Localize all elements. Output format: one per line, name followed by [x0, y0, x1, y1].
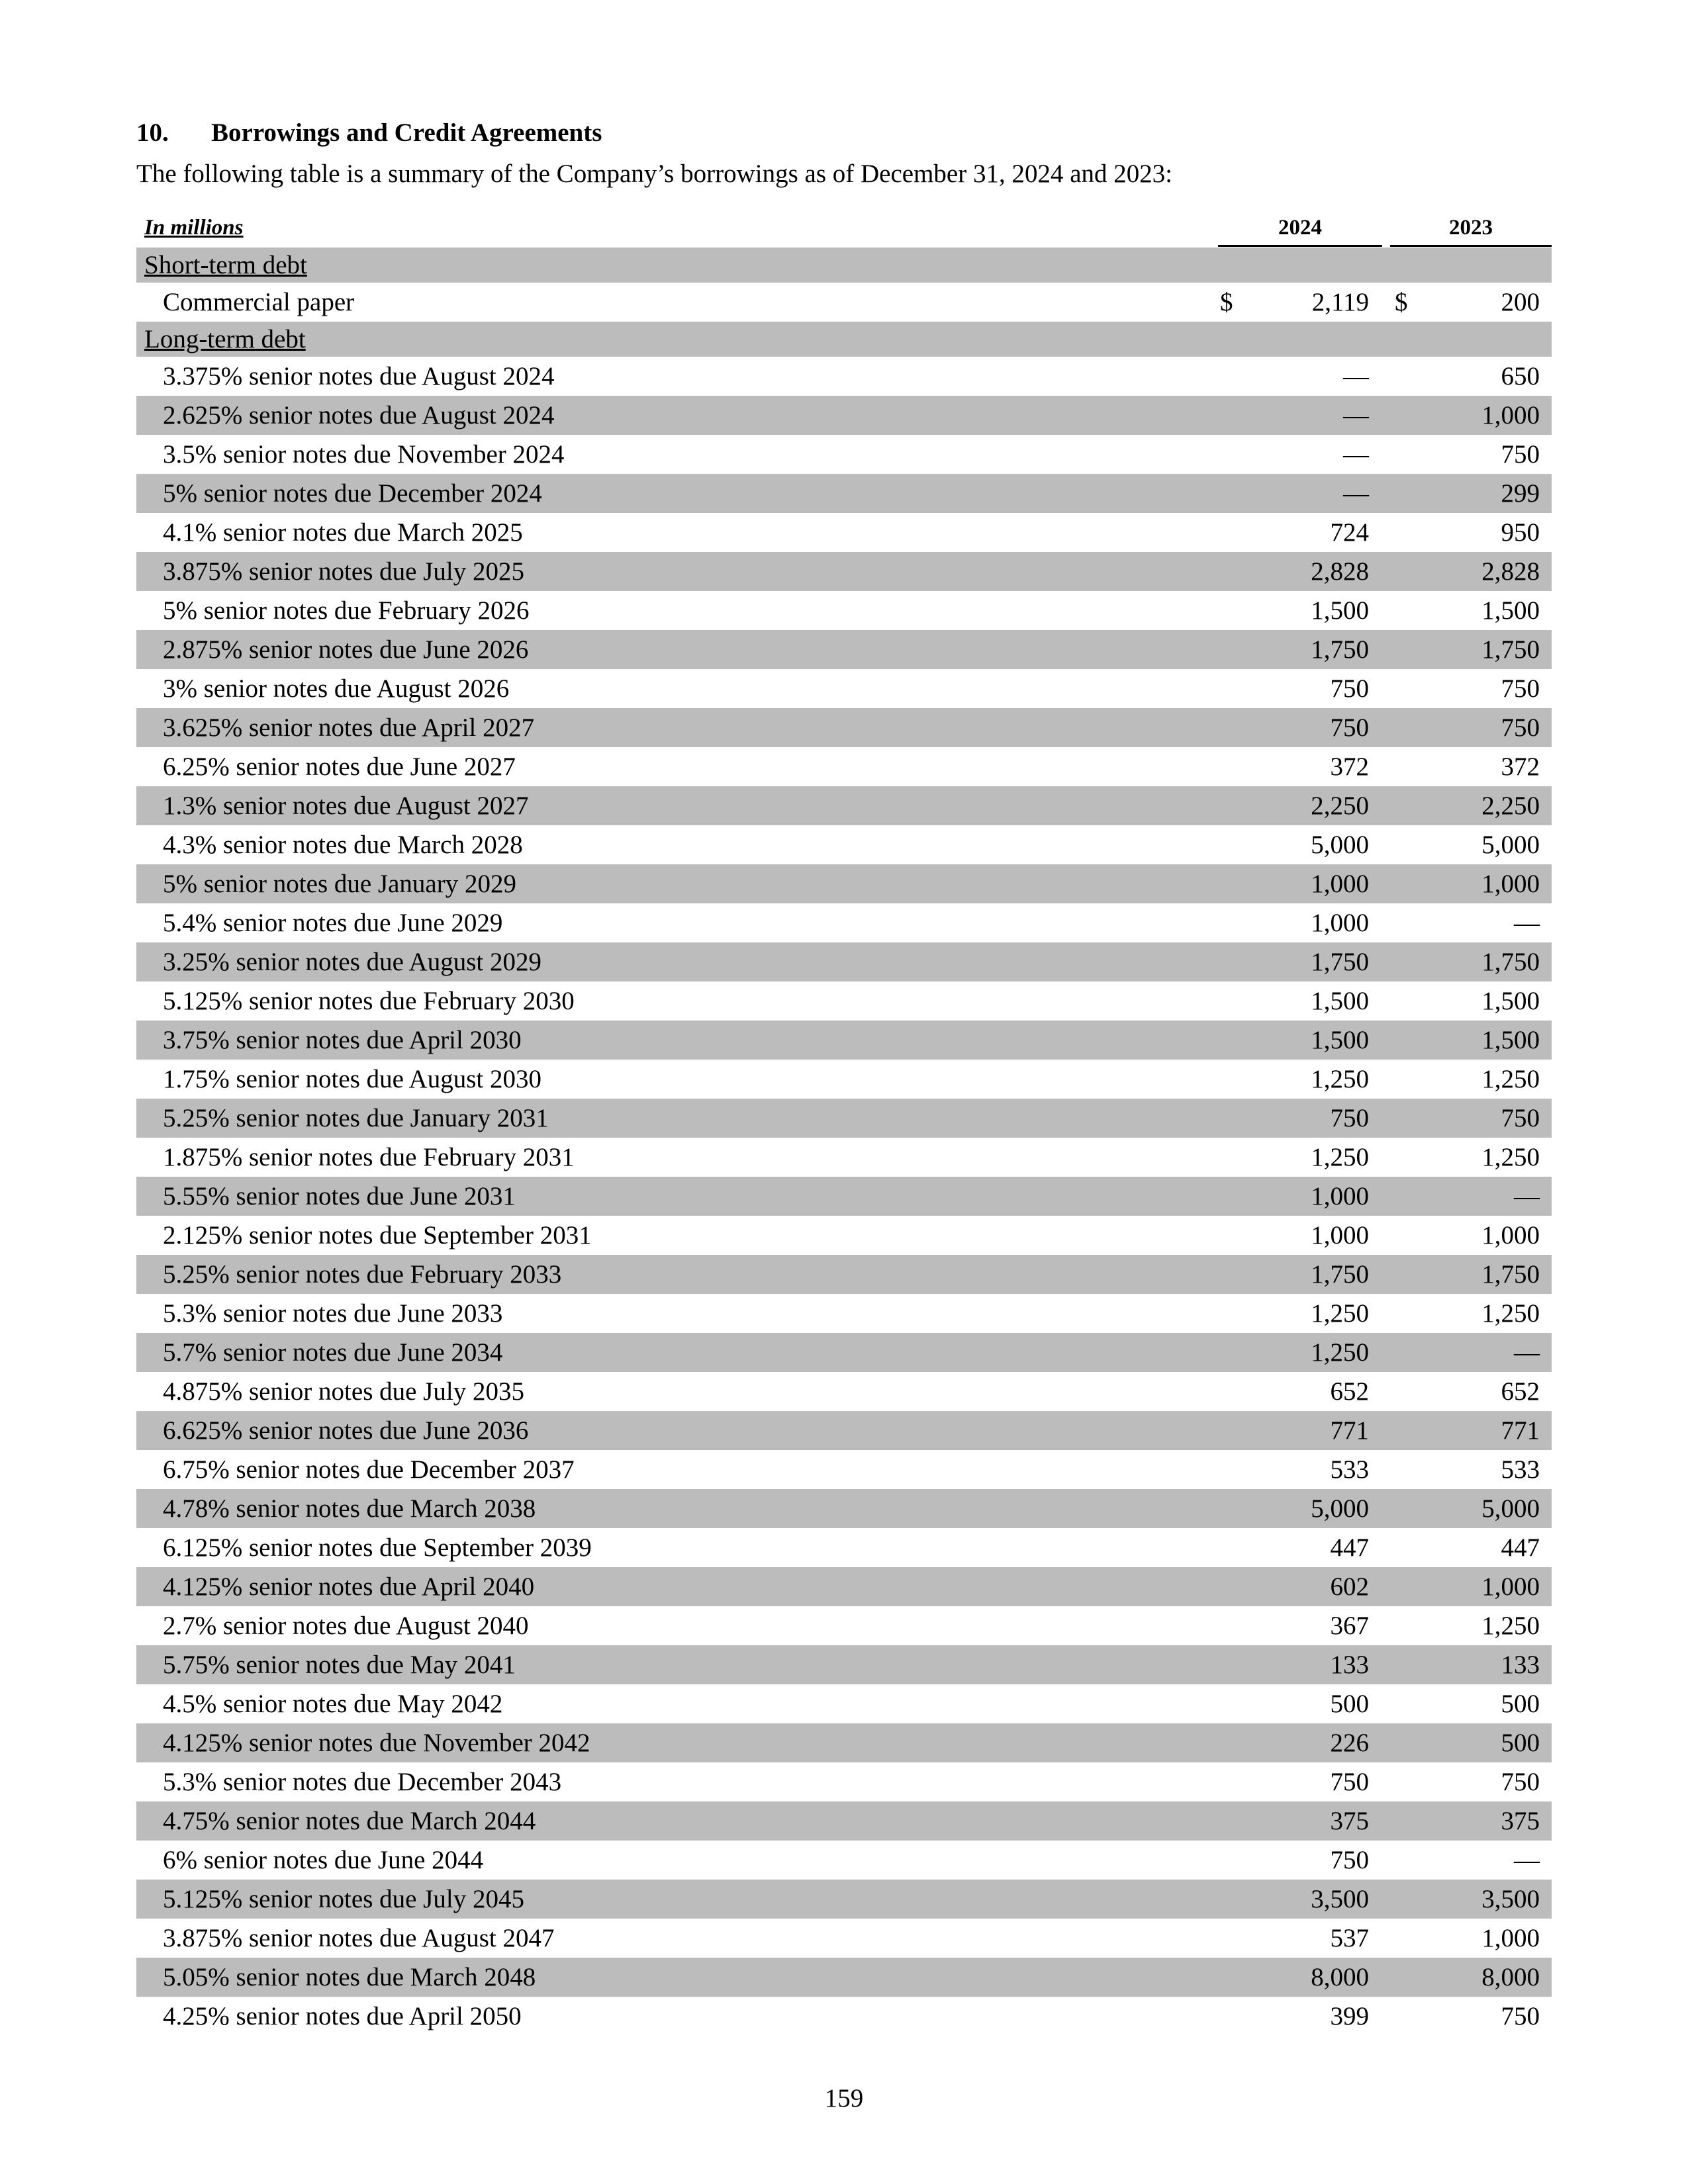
- value-2024: 771: [1330, 1416, 1369, 1445]
- table-header: [136, 213, 1552, 248]
- table-row: [136, 864, 1552, 903]
- value-2023: 750: [1501, 1768, 1540, 1796]
- table-row: [136, 1138, 1552, 1177]
- value-2023: 5,000: [1481, 831, 1540, 859]
- value-2024: 750: [1330, 1104, 1369, 1132]
- row-label: 2.625% senior notes due August 2024: [163, 401, 555, 430]
- value-2024: 724: [1330, 518, 1369, 547]
- row-label: 4.78% senior notes due March 2038: [163, 1494, 536, 1523]
- row-label: 4.5% senior notes due May 2042: [163, 1690, 503, 1718]
- row-label: 5% senior notes due February 2026: [163, 596, 530, 625]
- value-2024: 5,000: [1311, 831, 1369, 859]
- section-row-short-term: [136, 248, 1552, 283]
- borrowings-table: [136, 213, 1552, 2036]
- table-row: [136, 1880, 1552, 1919]
- section-row-long-term: [136, 322, 1552, 357]
- row-label: 1.3% senior notes due August 2027: [163, 792, 529, 820]
- value-2023: 1,750: [1481, 1260, 1540, 1289]
- value-2024: 3,500: [1311, 1885, 1369, 1913]
- value-2024: 226: [1330, 1729, 1369, 1757]
- row-label: 2.125% senior notes due September 2031: [163, 1221, 592, 1250]
- row-label: 3.5% senior notes due November 2024: [163, 440, 565, 469]
- long-term-rows: [136, 357, 1552, 2036]
- value-2024: 133: [1330, 1651, 1369, 1679]
- table-row: [136, 1255, 1552, 1294]
- value-2023: 500: [1501, 1690, 1540, 1718]
- table-row: [136, 435, 1552, 474]
- value-2024: 372: [1330, 752, 1369, 781]
- value-2024: 399: [1330, 2002, 1369, 2030]
- row-label: 1.75% senior notes due August 2030: [163, 1065, 541, 1093]
- table-row-commercial-paper: [136, 283, 1552, 322]
- row-label: 6% senior notes due June 2044: [163, 1846, 484, 1874]
- value-2023: 133: [1501, 1651, 1540, 1679]
- table-row: [136, 1099, 1552, 1138]
- row-label: 3.75% senior notes due April 2030: [163, 1026, 522, 1054]
- value-2023: 533: [1501, 1455, 1540, 1484]
- value-2024: 1,000: [1311, 1182, 1369, 1210]
- section-title: Borrowings and Credit Agreements: [211, 118, 602, 147]
- value-2024: 1,250: [1311, 1143, 1369, 1171]
- value-2024: 652: [1330, 1377, 1369, 1406]
- value-2023: 8,000: [1481, 1963, 1540, 1991]
- table-row: [136, 1684, 1552, 1723]
- row-label: 6.75% senior notes due December 2037: [163, 1455, 575, 1484]
- row-label: 5% senior notes due December 2024: [163, 479, 542, 508]
- row-label: 5.05% senior notes due March 2048: [163, 1963, 536, 1991]
- value-2024: 1,500: [1311, 1026, 1369, 1054]
- value-2024: 1,750: [1311, 635, 1369, 664]
- row-label: 6.125% senior notes due September 2039: [163, 1533, 592, 1562]
- value-2023: —: [1514, 1846, 1540, 1874]
- value-2023: 372: [1501, 752, 1540, 781]
- value-2024: 1,250: [1311, 1299, 1369, 1328]
- value-2024: 750: [1330, 1768, 1369, 1796]
- value-2023: 1,000: [1481, 870, 1540, 898]
- table-row: [136, 1216, 1552, 1255]
- value-2024: 1,250: [1311, 1065, 1369, 1093]
- row-label: 3% senior notes due August 2026: [163, 674, 510, 703]
- row-label: 4.125% senior notes due November 2042: [163, 1729, 590, 1757]
- table-row: [136, 1450, 1552, 1489]
- column-header-2023: 2023: [1390, 216, 1552, 247]
- row-label: 3.25% senior notes due August 2029: [163, 948, 541, 976]
- table-row: [136, 1997, 1552, 2036]
- value-2023: 2,828: [1481, 557, 1540, 586]
- row-label: 4.75% senior notes due March 2044: [163, 1807, 536, 1835]
- table-row: [136, 669, 1552, 708]
- value-2023: 750: [1501, 2002, 1540, 2030]
- value-2023: 1,500: [1481, 1026, 1540, 1054]
- value-2023: 200: [1501, 288, 1540, 316]
- value-2024: 5,000: [1311, 1494, 1369, 1523]
- value-2024: —: [1343, 440, 1369, 469]
- row-label: 5.55% senior notes due June 2031: [163, 1182, 516, 1210]
- value-2024: 1,500: [1311, 987, 1369, 1015]
- value-2024: 750: [1330, 674, 1369, 703]
- value-2024: 2,828: [1311, 557, 1369, 586]
- table-row: [136, 630, 1552, 669]
- value-2023: 750: [1501, 674, 1540, 703]
- table-row: [136, 1841, 1552, 1880]
- row-label: 1.875% senior notes due February 2031: [163, 1143, 575, 1171]
- value-2023: —: [1514, 1182, 1540, 1210]
- table-row: [136, 1606, 1552, 1645]
- value-2023: 750: [1501, 713, 1540, 742]
- value-2023: —: [1514, 1338, 1540, 1367]
- table-row: [136, 825, 1552, 864]
- table-row: [136, 1723, 1552, 1762]
- value-2023: 1,500: [1481, 596, 1540, 625]
- row-label: 5.25% senior notes due February 2033: [163, 1260, 562, 1289]
- table-row: [136, 1528, 1552, 1567]
- row-label: 4.3% senior notes due March 2028: [163, 831, 523, 859]
- table-row: [136, 1411, 1552, 1450]
- row-label: 5.3% senior notes due June 2033: [163, 1299, 503, 1328]
- value-2023: 652: [1501, 1377, 1540, 1406]
- value-2024: 750: [1330, 1846, 1369, 1874]
- row-label: 3.875% senior notes due August 2047: [163, 1924, 555, 1952]
- value-2024: 1,250: [1311, 1338, 1369, 1367]
- table-row: [136, 1919, 1552, 1958]
- value-2023: 1,000: [1481, 1221, 1540, 1250]
- value-2023: 2,250: [1481, 792, 1540, 820]
- section-label: Short-term debt: [144, 251, 307, 279]
- value-2024: 1,000: [1311, 870, 1369, 898]
- row-label: 6.25% senior notes due June 2027: [163, 752, 516, 781]
- table-row: [136, 1489, 1552, 1528]
- row-label: 3.875% senior notes due July 2025: [163, 557, 524, 586]
- value-2023: 1,250: [1481, 1612, 1540, 1640]
- currency-symbol: $: [1395, 288, 1408, 316]
- value-2023: 1,750: [1481, 635, 1540, 664]
- currency-symbol: $: [1220, 288, 1233, 316]
- row-label: 3.375% senior notes due August 2024: [163, 362, 555, 390]
- table-row: [136, 1060, 1552, 1099]
- row-label: 4.125% senior notes due April 2040: [163, 1572, 535, 1601]
- row-label: 5.7% senior notes due June 2034: [163, 1338, 503, 1367]
- table-row: [136, 1762, 1552, 1801]
- row-label: 5.125% senior notes due July 2045: [163, 1885, 524, 1913]
- row-label: 4.25% senior notes due April 2050: [163, 2002, 522, 2030]
- value-2023: 447: [1501, 1533, 1540, 1562]
- value-2024: 1,750: [1311, 948, 1369, 976]
- value-2024: 537: [1330, 1924, 1369, 1952]
- value-2024: 1,000: [1311, 909, 1369, 937]
- value-2024: 1,750: [1311, 1260, 1369, 1289]
- page-number: 159: [824, 2084, 864, 2113]
- row-label: 5% senior notes due January 2029: [163, 870, 516, 898]
- value-2024: 2,250: [1311, 792, 1369, 820]
- value-2024: 1,000: [1311, 1221, 1369, 1250]
- table-row: [136, 1294, 1552, 1333]
- value-2024: 447: [1330, 1533, 1369, 1562]
- table-row: [136, 591, 1552, 630]
- value-2023: —: [1514, 909, 1540, 937]
- table-row: [136, 786, 1552, 825]
- table-row: [136, 552, 1552, 591]
- column-header-2024: 2024: [1218, 216, 1382, 247]
- value-2023: 1,250: [1481, 1065, 1540, 1093]
- table-row: [136, 708, 1552, 747]
- intro-paragraph: The following table is a summary of the Company’s borrowings as of December 31, 2024 and 2023:: [136, 159, 1173, 188]
- row-label: 5.75% senior notes due May 2041: [163, 1651, 516, 1679]
- row-label: 2.7% senior notes due August 2040: [163, 1612, 529, 1640]
- value-2024: 375: [1330, 1807, 1369, 1835]
- value-2024: 2,119: [1311, 288, 1369, 316]
- value-2023: 750: [1501, 1104, 1540, 1132]
- value-2023: 1,250: [1481, 1299, 1540, 1328]
- value-2023: 5,000: [1481, 1494, 1540, 1523]
- value-2024: —: [1343, 479, 1369, 508]
- value-2023: 771: [1501, 1416, 1540, 1445]
- value-2023: 750: [1501, 440, 1540, 469]
- value-2024: 500: [1330, 1690, 1369, 1718]
- table-row: [136, 1333, 1552, 1372]
- value-2024: 8,000: [1311, 1963, 1369, 1991]
- value-2023: 1,000: [1481, 401, 1540, 430]
- table-row: [136, 903, 1552, 942]
- table-row: [136, 1801, 1552, 1841]
- row-label: 5.4% senior notes due June 2029: [163, 909, 503, 937]
- value-2023: 1,250: [1481, 1143, 1540, 1171]
- value-2024: —: [1343, 401, 1369, 430]
- section-number: 10.: [136, 118, 169, 147]
- row-label: 3.625% senior notes due April 2027: [163, 713, 535, 742]
- table-row: [136, 1958, 1552, 1997]
- section-label: Long-term debt: [144, 325, 306, 353]
- row-label: 2.875% senior notes due June 2026: [163, 635, 529, 664]
- value-2023: 500: [1501, 1729, 1540, 1757]
- row-label: 5.3% senior notes due December 2043: [163, 1768, 562, 1796]
- value-2023: 1,000: [1481, 1924, 1540, 1952]
- value-2024: 1,500: [1311, 596, 1369, 625]
- value-2023: 950: [1501, 518, 1540, 547]
- value-2024: 750: [1330, 713, 1369, 742]
- value-2023: 1,000: [1481, 1572, 1540, 1601]
- table-row: [136, 981, 1552, 1021]
- table-row: [136, 942, 1552, 981]
- value-2023: 1,750: [1481, 948, 1540, 976]
- table-row: [136, 1021, 1552, 1060]
- table-row: [136, 474, 1552, 513]
- row-label: 4.875% senior notes due July 2035: [163, 1377, 524, 1406]
- table-row: [136, 513, 1552, 552]
- value-2023: 299: [1501, 479, 1540, 508]
- row-label: 6.625% senior notes due June 2036: [163, 1416, 529, 1445]
- row-label: 5.125% senior notes due February 2030: [163, 987, 575, 1015]
- table-row: [136, 747, 1552, 786]
- value-2023: 650: [1501, 362, 1540, 390]
- row-label: Commercial paper: [163, 288, 355, 316]
- table-row: [136, 1645, 1552, 1684]
- section-heading: [136, 118, 602, 148]
- value-2024: 367: [1330, 1612, 1369, 1640]
- table-row: [136, 1372, 1552, 1411]
- value-2023: 375: [1501, 1807, 1540, 1835]
- value-2024: —: [1343, 362, 1369, 390]
- value-2024: 533: [1330, 1455, 1369, 1484]
- value-2024: 602: [1330, 1572, 1369, 1601]
- table-row: [136, 396, 1552, 435]
- value-2023: 3,500: [1481, 1885, 1540, 1913]
- value-2023: 1,500: [1481, 987, 1540, 1015]
- table-row: [136, 1177, 1552, 1216]
- header-units-label: In millions: [144, 216, 244, 240]
- row-label: 5.25% senior notes due January 2031: [163, 1104, 549, 1132]
- row-label: 4.1% senior notes due March 2025: [163, 518, 523, 547]
- table-row: [136, 357, 1552, 396]
- table-row: [136, 1567, 1552, 1606]
